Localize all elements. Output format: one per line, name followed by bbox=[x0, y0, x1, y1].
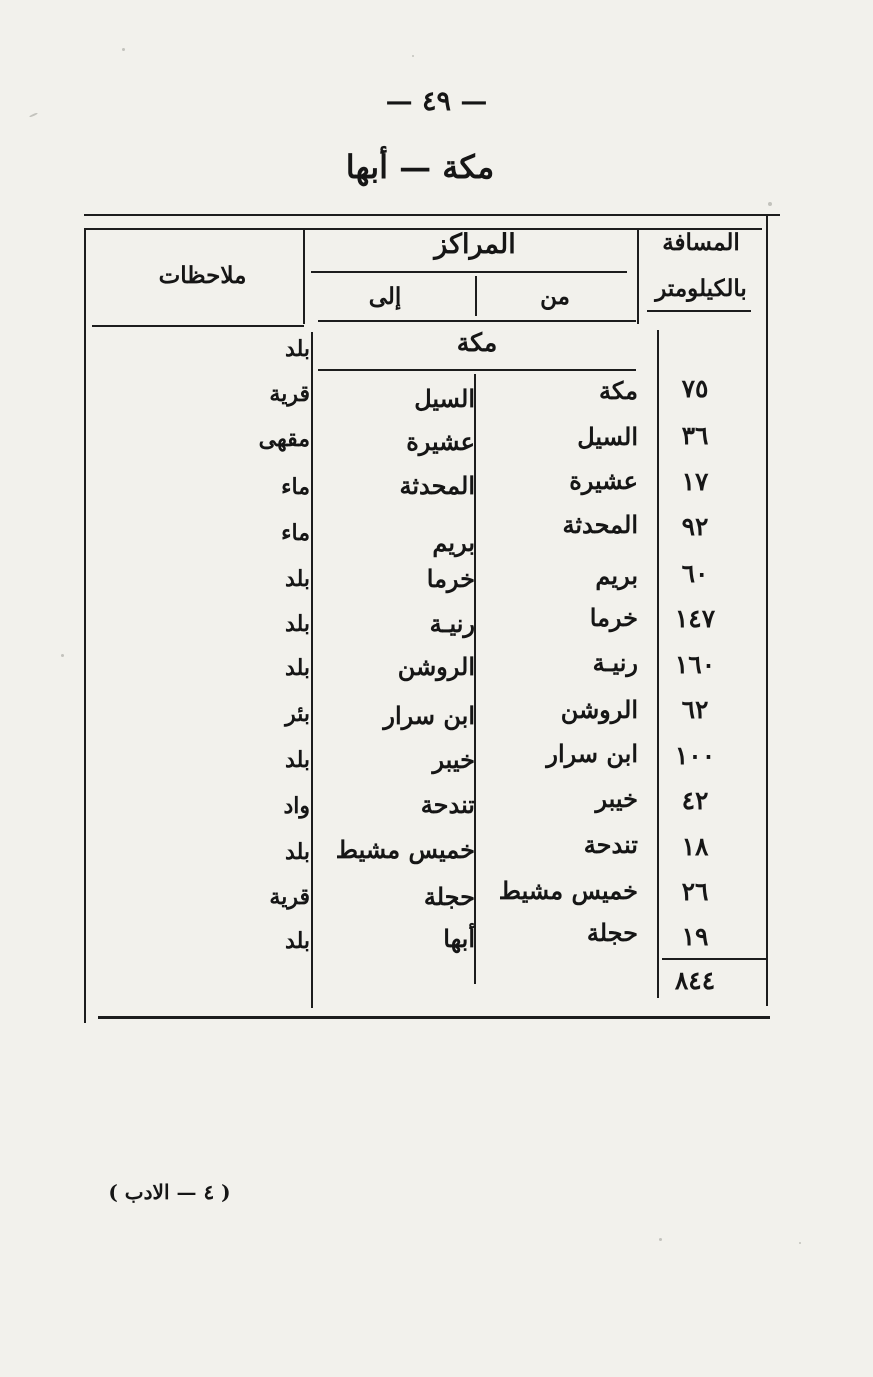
row-distance: ٩٢ bbox=[681, 512, 709, 541]
row-to: خرما bbox=[426, 564, 475, 593]
row-to: الروشن bbox=[397, 652, 475, 681]
distance-divider-body bbox=[657, 330, 659, 998]
row-from: حجلة bbox=[586, 918, 638, 947]
row-to: خميس مشيط bbox=[335, 835, 475, 864]
header-distance-line1: المسافة bbox=[662, 229, 740, 256]
table-bottom-rule bbox=[98, 1016, 770, 1019]
row-to: رنيـة bbox=[429, 609, 475, 638]
row-note: قرية bbox=[269, 381, 310, 407]
header-from: من bbox=[540, 283, 570, 310]
notes-divider-body bbox=[311, 332, 313, 1008]
total-distance: ٨٤٤ bbox=[674, 966, 716, 995]
row-to: خيبر bbox=[432, 745, 475, 774]
start-note: بلد bbox=[285, 336, 310, 362]
row-distance: ١٧ bbox=[681, 467, 709, 496]
notes-header-bottom-rule bbox=[92, 325, 304, 327]
notes-divider-header bbox=[303, 228, 305, 324]
row-from: الروشن bbox=[560, 695, 638, 724]
row-note: مقهى bbox=[258, 426, 310, 452]
row-note: بلد bbox=[285, 747, 310, 773]
row-note: ماء bbox=[281, 520, 310, 546]
centers-subheader-rule bbox=[311, 271, 627, 273]
row-note: بلد bbox=[285, 839, 310, 865]
page-title: مكة — أبها bbox=[345, 148, 495, 186]
header-centers: المراكز bbox=[434, 229, 516, 260]
start-center-bottom-rule bbox=[318, 369, 636, 371]
paper-speck bbox=[412, 55, 414, 57]
row-distance: ٢٦ bbox=[681, 877, 709, 906]
row-from: ابن سرار bbox=[546, 739, 638, 768]
paper-speck bbox=[768, 202, 772, 206]
distance-header-bottom-rule bbox=[647, 310, 751, 312]
paper-speck bbox=[799, 1242, 801, 1244]
row-note: ماء bbox=[281, 474, 310, 500]
row-from: بريم bbox=[595, 561, 638, 590]
row-note: بلد bbox=[285, 928, 310, 954]
row-from: مكة bbox=[599, 376, 638, 405]
row-from: خيبر bbox=[595, 784, 638, 813]
table-left-border bbox=[84, 228, 86, 1023]
row-distance: ١٠٠ bbox=[674, 741, 716, 770]
paper-speck bbox=[122, 48, 125, 51]
paper-speck bbox=[61, 654, 64, 657]
row-distance: ٣٦ bbox=[681, 421, 709, 450]
page-number: — ٤٩ — bbox=[385, 86, 488, 117]
header-notes: ملاحظات bbox=[158, 262, 247, 289]
row-to: السيل bbox=[414, 384, 475, 413]
table-top-rule bbox=[84, 214, 780, 216]
row-to: تندحة bbox=[420, 790, 475, 819]
row-distance: ١٦٠ bbox=[674, 650, 716, 679]
row-distance: ٧٥ bbox=[681, 374, 709, 403]
row-to: ابن سرار bbox=[383, 701, 475, 730]
row-distance: ٦٠ bbox=[681, 559, 709, 588]
table-right-border bbox=[766, 214, 768, 1006]
row-to: أبها bbox=[443, 924, 475, 953]
total-top-rule bbox=[662, 958, 766, 960]
row-note: بلد bbox=[285, 611, 310, 637]
row-from: رنيـة bbox=[592, 648, 638, 677]
paper-speck bbox=[659, 1238, 662, 1241]
row-distance: ١٨ bbox=[681, 832, 709, 861]
start-center: مكة bbox=[456, 328, 498, 357]
footer-signature: ( ٤ — الادب ) bbox=[108, 1180, 231, 1204]
header-distance-line2: بالكيلومتر bbox=[655, 275, 747, 302]
row-distance: ٤٢ bbox=[681, 786, 709, 815]
distance-divider-header bbox=[637, 228, 639, 324]
row-to: بريم bbox=[432, 528, 475, 557]
row-distance: ٦٢ bbox=[681, 695, 709, 724]
row-from: خميس مشيط bbox=[498, 876, 638, 905]
row-note: قرية bbox=[269, 884, 310, 910]
row-distance: ١٩ bbox=[681, 922, 709, 951]
row-to: المحدثة bbox=[399, 471, 475, 500]
row-note: واد bbox=[283, 793, 310, 819]
row-from: السيل bbox=[577, 422, 638, 451]
row-from: عشيرة bbox=[569, 466, 638, 495]
row-note: بئر bbox=[285, 701, 310, 727]
row-note: بلد bbox=[285, 566, 310, 592]
header-to: إلى bbox=[368, 283, 402, 310]
row-from: خرما bbox=[589, 603, 638, 632]
row-to: حجلة bbox=[423, 882, 475, 911]
row-to: عشيرة bbox=[406, 427, 475, 456]
from-to-header-divider bbox=[475, 276, 477, 316]
row-note: بلد bbox=[285, 655, 310, 681]
row-distance: ١٤٧ bbox=[674, 604, 716, 633]
centers-header-bottom-rule bbox=[318, 320, 636, 322]
row-from: المحدثة bbox=[562, 510, 638, 539]
row-from: تندحة bbox=[583, 830, 638, 859]
